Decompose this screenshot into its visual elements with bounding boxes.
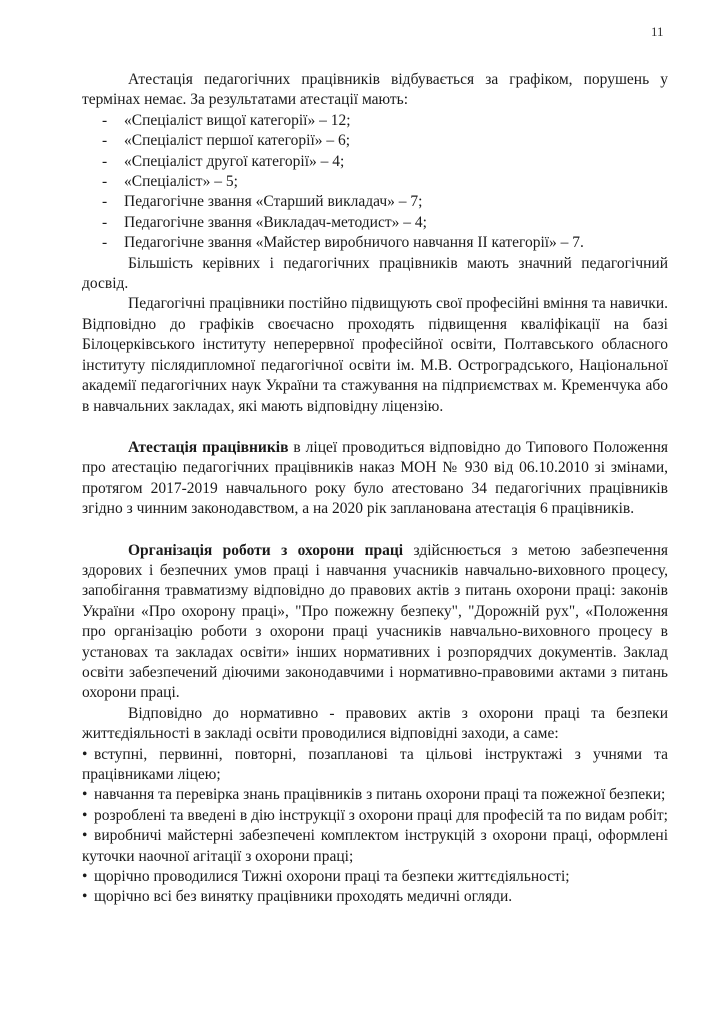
list-item: - «Спеціаліст першої категорії» – 6; [82,131,668,151]
list-item: • виробничі майстерні забезпечені комплектом інструкцій з охорони праці, оформлені куточки наочної агітації з охорони праці; [82,827,668,865]
attestation-intro: Атестація педагогічних працівників відбувається за графіком, порушень у термінах немає. За результатами атестації мають: [82,71,668,109]
page-number: 11 [651,24,664,39]
attestation-paragraph [82,438,668,520]
list-item: • щорічно всі без винятку працівники проходять медичні огляди. [82,887,668,907]
list-item: - «Спеціаліст» – 5; [82,172,668,192]
experience-paragraph: Більшість керівних і педагогічних працівників мають значний педагогічний досвід. [82,254,668,293]
attestation-categories-list [82,111,668,254]
spacer [82,520,668,541]
list-item: • вступні, первинні, повторні, позапланові та цільові інструктажі з учнями та працівниками ліцею; [82,745,668,783]
list-item: • навчання та перевірка знань працівників з питань охорони праці та пожежної безпеки; [82,785,668,805]
labor-safety-text: здійснюється з метою забезпечення здорових і безпечних умов праці і навчання учасників навчально-виховного процесу, запобігання травматизму відповідно до правових актів з питань охорони праці: законів України «Про охорону праці», "Про пожежну безпеку", "Дорожній рух", «Положення про організацію роботи з охорони праці учасників навчально-виховного процесу в установах та закладах освіти» інших нормативних і розпорядчих документів. Заклад освіти забезпечений діючими законодавчими і нормативно-правовими актами з питань охорони праці. [82,541,668,702]
bullet-icon: • [82,786,88,804]
labor-safety-heading: Організація роботи з охорони праці [128,541,404,559]
spacer [82,417,668,438]
attestation-heading: Атестація працівників [128,438,289,456]
list-item: - «Спеціаліст вищої категорії» – 12; [82,111,668,131]
bullet-icon: • [82,827,88,845]
training-paragraph: Педагогічні працівники постійно підвищують свої професійні вміння та навички. Відповідно до графіків своєчасно проходять підвищення кваліфікації на базі Білоцерківського інституту неперервної професійної освіти, Полтавського обласного інституту післядипломної педагогічної освіти ім. М.В. Остроградського, Національної академії педагогічних наук України та стажування на підприємствах м. Кременчука або в навчальних закладах, які мають відповідну ліцензію. [82,295,668,415]
list-item: • розроблені та введені в дію інструкції з охорони праці для професій та по видам робіт; [82,806,668,826]
list-item: - Педагогічне звання «Старший викладач» – 7; [82,192,668,212]
bullet-icon: • [82,745,88,763]
page-content [82,70,668,908]
bullet-icon: • [82,888,88,906]
labor-safety-paragraph [82,541,668,704]
measures-intro: Відповідно до нормативно - правових актів з охорони праці та безпеки життєдіяльності в закладі освіти проводилися відповідні заходи, а саме: [82,704,668,743]
bullet-icon: • [82,806,88,824]
list-item: • щорічно проводилися Тижні охорони праці та безпеки життєдіяльності; [82,867,668,887]
measures-list [82,745,668,908]
list-item: - «Спеціаліст другої категорії» – 4; [82,152,668,172]
attestation-text: в ліцеї проводиться відповідно до Типового Положення про атестацію педагогічних працівників наказ МОН № 930 від 06.10.2010 зі змінами, протягом 2017-2019 навчального року було атестовано 34 педагогічних працівників згідно з чинним законодавством, а на 2020 рік запланована атестація 6 працівників. [82,438,669,518]
list-item: - Педагогічне звання «Викладач-методист» – 4; [82,213,668,233]
bullet-icon: • [82,868,88,886]
list-item: - Педагогічне звання «Майстер виробничого навчання ІІ категорії» – 7. [82,233,668,253]
